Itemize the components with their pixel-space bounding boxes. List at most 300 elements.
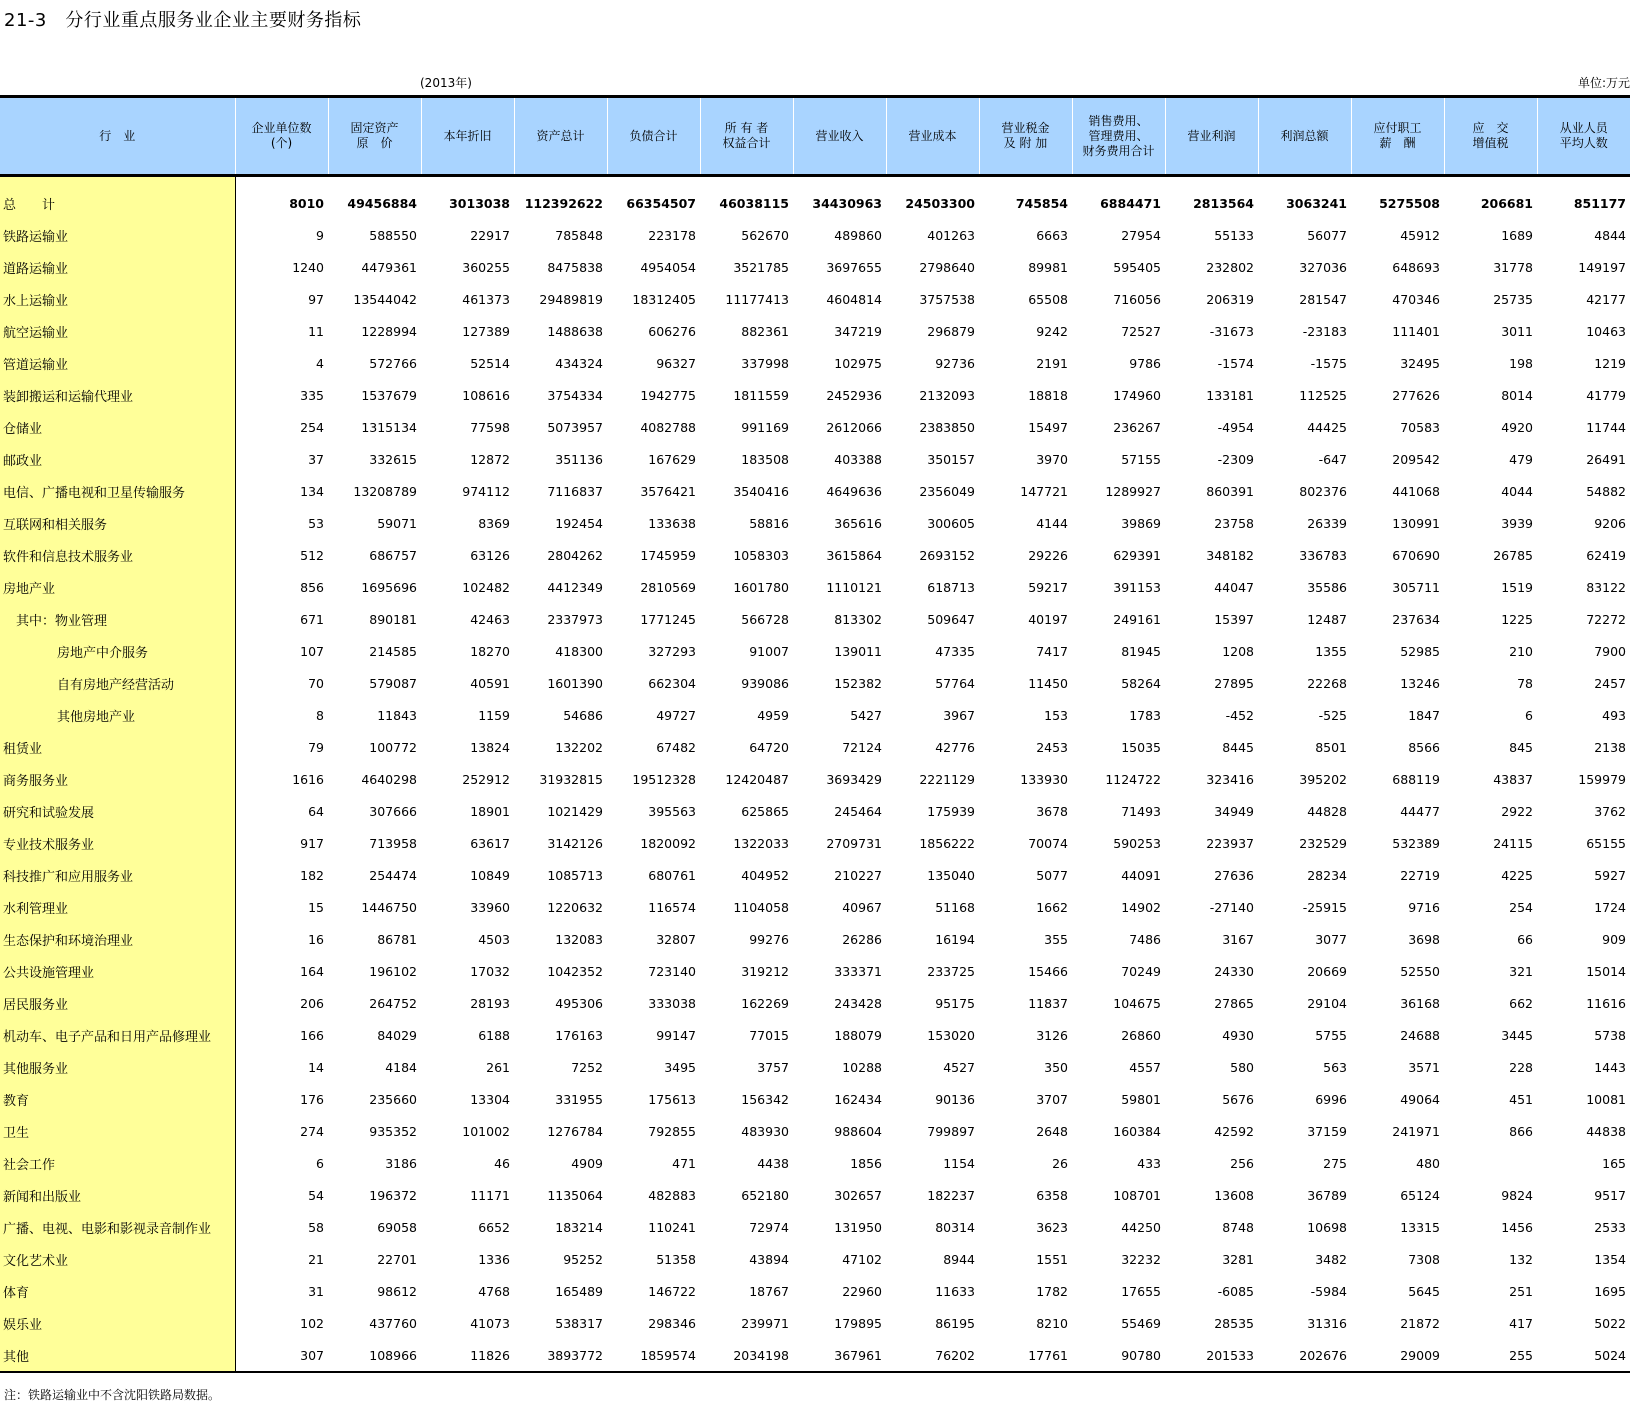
value-cell: 8748 <box>1222 1219 1254 1235</box>
value-cell: 1354 <box>1594 1251 1626 1267</box>
year-label: (2013年) <box>420 76 472 90</box>
value-cell: 46038115 <box>719 195 789 211</box>
value-cell: 40197 <box>1028 611 1068 627</box>
value-cell: 108966 <box>328 1339 421 1372</box>
value-cell: 8566 <box>1408 739 1440 755</box>
industry-name-cell: 互联网和相关服务 <box>0 507 235 539</box>
value-cell: 70249 <box>1121 963 1161 979</box>
value-cell: 13824 <box>470 739 510 755</box>
value-cell: 41779 <box>1586 387 1626 403</box>
industry-name-cell: 租赁业 <box>0 731 235 763</box>
header-col-3: 本年折旧 <box>421 97 514 176</box>
value-cell: 1519 <box>1501 579 1533 595</box>
value-cell: 182 <box>300 867 324 883</box>
value-cell: 11843 <box>377 707 417 723</box>
value-cell: 471 <box>672 1155 696 1171</box>
value-cell: 9 <box>316 227 324 243</box>
value-cell: 8 <box>316 707 324 723</box>
value-cell: 1601390 <box>547 675 603 691</box>
value-cell: 974112 <box>462 483 510 499</box>
value-cell: 480 <box>1416 1155 1440 1171</box>
value-cell: 2533 <box>1594 1219 1626 1235</box>
value-cell: 29489819 <box>539 291 603 307</box>
value-cell: 52550 <box>1400 963 1440 979</box>
value-cell: 5645 <box>1408 1283 1440 1299</box>
value-cell: 434324 <box>555 355 603 371</box>
value-cell: 90780 <box>1072 1339 1165 1372</box>
value-cell: 1859574 <box>607 1339 700 1372</box>
value-cell: 482883 <box>648 1187 696 1203</box>
value-cell: 15497 <box>1028 419 1068 435</box>
table-row <box>0 1179 1630 1211</box>
value-cell: 102 <box>300 1315 324 1331</box>
value-cell: 307666 <box>369 803 417 819</box>
value-cell: 7900 <box>1594 643 1626 659</box>
value-cell: 37 <box>308 451 324 467</box>
value-cell: 18312405 <box>632 291 696 307</box>
value-cell: 90136 <box>935 1091 975 1107</box>
value-cell: 10849 <box>470 867 510 883</box>
value-cell: 59801 <box>1121 1091 1161 1107</box>
value-cell: 2337973 <box>547 611 603 627</box>
value-cell: 4044 <box>1501 483 1533 499</box>
value-cell: 1446750 <box>361 899 417 915</box>
value-cell: 17655 <box>1121 1283 1161 1299</box>
value-cell: 156342 <box>741 1091 789 1107</box>
value-cell: 566728 <box>741 611 789 627</box>
industry-name-cell: 生态保护和环境治理业 <box>0 923 235 955</box>
value-cell: 12420487 <box>725 771 789 787</box>
value-cell: 134 <box>300 483 324 499</box>
financial-indicators-table <box>0 95 1630 1373</box>
value-cell: 261 <box>486 1059 510 1075</box>
value-cell: 4 <box>316 355 324 371</box>
table-row <box>0 283 1630 315</box>
value-cell: 8014 <box>1501 387 1533 403</box>
value-cell: 792855 <box>648 1123 696 1139</box>
value-cell: 33960 <box>470 899 510 915</box>
value-cell: 77015 <box>749 1027 789 1043</box>
value-cell: 15035 <box>1121 739 1161 755</box>
value-cell: 4649636 <box>826 483 882 499</box>
value-cell: 16 <box>308 931 324 947</box>
value-cell: 935352 <box>369 1123 417 1139</box>
industry-name-cell: 总 计 <box>0 187 235 219</box>
value-cell: 135040 <box>927 867 975 883</box>
header-col-9: 营业税金 及 附 加 <box>979 97 1072 176</box>
value-cell: 9824 <box>1501 1187 1533 1203</box>
value-cell: 2813564 <box>1193 195 1254 211</box>
industry-name-cell: 娱乐业 <box>0 1307 235 1339</box>
value-cell: 3967 <box>943 707 975 723</box>
value-cell: 5755 <box>1315 1027 1347 1043</box>
value-cell: 1135064 <box>547 1187 603 1203</box>
value-cell: 15397 <box>1214 611 1254 627</box>
industry-name-cell: 新闻和出版业 <box>0 1179 235 1211</box>
value-cell: 176 <box>300 1091 324 1107</box>
value-cell: 202676 <box>1258 1339 1351 1372</box>
value-cell: 24688 <box>1400 1027 1440 1043</box>
unit-label: 单位:万元 <box>1577 76 1630 90</box>
value-cell: 192454 <box>555 515 603 531</box>
value-cell: 335 <box>300 387 324 403</box>
industry-name-cell: 道路运输业 <box>0 251 235 283</box>
value-cell: -1575 <box>1310 355 1347 371</box>
value-cell: 274 <box>300 1123 324 1139</box>
value-cell: 866 <box>1509 1123 1533 1139</box>
value-cell: 8944 <box>943 1251 975 1267</box>
value-cell: 563 <box>1323 1059 1347 1075</box>
value-cell: 2810569 <box>640 579 696 595</box>
value-cell: 9242 <box>1036 323 1068 339</box>
value-cell: 24503300 <box>905 195 975 211</box>
value-cell: 58816 <box>749 515 789 531</box>
value-cell: 27636 <box>1214 867 1254 883</box>
value-cell: 1154 <box>943 1155 975 1171</box>
value-cell: 1771245 <box>640 611 696 627</box>
value-cell: 18767 <box>749 1283 789 1299</box>
value-cell: 618713 <box>927 579 975 595</box>
value-cell: 4479361 <box>361 259 417 275</box>
value-cell: 127389 <box>462 323 510 339</box>
value-cell: 1443 <box>1594 1059 1626 1075</box>
value-cell: 1058303 <box>733 547 789 563</box>
value-cell: 22960 <box>842 1283 882 1299</box>
value-cell: 1811559 <box>733 387 789 403</box>
value-cell: 799897 <box>927 1123 975 1139</box>
value-cell: 183214 <box>555 1219 603 1235</box>
value-cell: 451 <box>1509 1091 1533 1107</box>
value-cell: 391153 <box>1113 579 1161 595</box>
value-cell: 18270 <box>470 643 510 659</box>
value-cell: 133930 <box>1020 771 1068 787</box>
value-cell: 42463 <box>470 611 510 627</box>
value-cell: 991169 <box>741 419 789 435</box>
value-cell: 3697655 <box>826 259 882 275</box>
table-row <box>0 1339 1630 1372</box>
table-row <box>0 475 1630 507</box>
value-cell: 165 <box>1602 1155 1626 1171</box>
value-cell: 350157 <box>927 451 975 467</box>
value-cell: 96327 <box>656 355 696 371</box>
value-cell: 131950 <box>834 1219 882 1235</box>
value-cell: 417 <box>1509 1315 1533 1331</box>
value-cell: 130991 <box>1392 515 1440 531</box>
value-cell: 53 <box>308 515 324 531</box>
value-cell: 13544042 <box>353 291 417 307</box>
value-cell: 15466 <box>1028 963 1068 979</box>
value-cell: 337998 <box>741 355 789 371</box>
value-cell: 6884471 <box>1100 195 1161 211</box>
value-cell: 100772 <box>369 739 417 755</box>
value-cell: 28535 <box>1214 1315 1254 1331</box>
value-cell: 21 <box>308 1251 324 1267</box>
value-cell: -6085 <box>1217 1283 1254 1299</box>
value-cell: 245464 <box>834 803 882 819</box>
value-cell: 395202 <box>1299 771 1347 787</box>
industry-name-cell: 水利管理业 <box>0 891 235 923</box>
value-cell: 3754334 <box>547 387 603 403</box>
value-cell: 206681 <box>1480 195 1533 211</box>
value-cell: 196372 <box>369 1187 417 1203</box>
value-cell: 254 <box>300 419 324 435</box>
value-cell: 59071 <box>377 515 417 531</box>
value-cell: 351136 <box>555 451 603 467</box>
value-cell: 102975 <box>834 355 882 371</box>
value-cell: 2798640 <box>919 259 975 275</box>
value-cell: 108701 <box>1113 1187 1161 1203</box>
value-cell: 14 <box>308 1059 324 1075</box>
value-cell: 49727 <box>656 707 696 723</box>
value-cell: 1488638 <box>547 323 603 339</box>
industry-name-cell: 机动车、电子产品和日用产品修理业 <box>0 1019 235 1051</box>
value-cell: 31 <box>308 1283 324 1299</box>
industry-name-cell: 广播、电视、电影和影视录音制作业 <box>0 1211 235 1243</box>
value-cell: 70074 <box>1028 835 1068 851</box>
value-cell: 1847 <box>1408 707 1440 723</box>
value-cell: 1085713 <box>547 867 603 883</box>
value-cell: 198 <box>1509 355 1533 371</box>
value-cell: 441068 <box>1392 483 1440 499</box>
value-cell: 49456884 <box>347 195 417 211</box>
value-cell: 323416 <box>1206 771 1254 787</box>
value-cell: 493 <box>1602 707 1626 723</box>
value-cell: 350 <box>1044 1059 1068 1075</box>
value-cell: 1322033 <box>733 835 789 851</box>
value-cell: 3495 <box>664 1059 696 1075</box>
value-cell: 51168 <box>935 899 975 915</box>
value-cell: 44477 <box>1400 803 1440 819</box>
value-cell: 4954054 <box>640 259 696 275</box>
value-cell: 174960 <box>1113 387 1161 403</box>
value-cell: 104675 <box>1113 995 1161 1011</box>
value-cell: 1456 <box>1501 1219 1533 1235</box>
value-cell: 8501 <box>1315 739 1347 755</box>
value-cell: 162434 <box>834 1091 882 1107</box>
value-cell: 939086 <box>741 675 789 691</box>
value-cell: 11744 <box>1586 419 1626 435</box>
value-cell: 56077 <box>1307 227 1347 243</box>
value-cell: 595405 <box>1113 259 1161 275</box>
value-cell: 47335 <box>935 643 975 659</box>
industry-name-cell: 其他 <box>0 1339 235 1372</box>
value-cell: 716056 <box>1113 291 1161 307</box>
value-cell: 1110121 <box>826 579 882 595</box>
value-cell: 175613 <box>648 1091 696 1107</box>
value-cell: 275 <box>1323 1155 1347 1171</box>
value-cell: 26785 <box>1493 547 1533 563</box>
value-cell: 78 <box>1517 675 1533 691</box>
value-cell: 6652 <box>478 1219 510 1235</box>
value-cell <box>1444 1147 1537 1179</box>
value-cell: 662304 <box>648 675 696 691</box>
industry-name-cell: 铁路运输业 <box>0 219 235 251</box>
value-cell: -1574 <box>1217 355 1254 371</box>
total-row <box>0 187 1630 219</box>
value-cell: 26286 <box>842 931 882 947</box>
value-cell: 3281 <box>1222 1251 1254 1267</box>
value-cell: 580 <box>1230 1059 1254 1075</box>
value-cell: 1336 <box>478 1251 510 1267</box>
value-cell: 159979 <box>1578 771 1626 787</box>
value-cell: 15 <box>308 899 324 915</box>
value-cell: 22719 <box>1400 867 1440 883</box>
value-cell: 112392622 <box>524 195 603 211</box>
value-cell: 24115 <box>1493 835 1533 851</box>
value-cell: 26491 <box>1586 451 1626 467</box>
value-cell: 319212 <box>741 963 789 979</box>
header-col-4: 资产总计 <box>514 97 607 176</box>
value-cell: 39869 <box>1121 515 1161 531</box>
value-cell: 403388 <box>834 451 882 467</box>
value-cell: 41073 <box>470 1315 510 1331</box>
value-cell: 1220632 <box>547 899 603 915</box>
value-cell: 321 <box>1509 963 1533 979</box>
value-cell: 6663 <box>1036 227 1068 243</box>
value-cell: 206 <box>300 995 324 1011</box>
header-col-5: 负债合计 <box>607 97 700 176</box>
value-cell: 210 <box>1509 643 1533 659</box>
value-cell: 34949 <box>1214 803 1254 819</box>
value-cell: 11450 <box>1028 675 1068 691</box>
industry-name-cell: 体育 <box>0 1275 235 1307</box>
value-cell: 149197 <box>1578 259 1626 275</box>
value-cell: 333371 <box>834 963 882 979</box>
header-industry: 行 业 <box>0 97 235 176</box>
industry-name-cell: 专业技术服务业 <box>0 827 235 859</box>
value-cell: 1240 <box>292 259 324 275</box>
value-cell: 433 <box>1137 1155 1161 1171</box>
value-cell: 47102 <box>842 1251 882 1267</box>
value-cell: 1315134 <box>361 419 417 435</box>
header-col-14: 应 交 增值税 <box>1444 97 1537 176</box>
value-cell: 22917 <box>470 227 510 243</box>
value-cell: 4412349 <box>547 579 603 595</box>
value-cell: 44250 <box>1121 1219 1161 1235</box>
value-cell: 917 <box>300 835 324 851</box>
value-cell: 1355 <box>1315 643 1347 659</box>
header-col-1: 企业单位数 (个) <box>235 97 328 176</box>
industry-name-cell: 仓储业 <box>0 411 235 443</box>
value-cell: 745854 <box>1015 195 1068 211</box>
value-cell: 58 <box>308 1219 324 1235</box>
value-cell: 28193 <box>470 995 510 1011</box>
table-row <box>0 1243 1630 1275</box>
value-cell: -452 <box>1225 707 1254 723</box>
value-cell: 4184 <box>385 1059 417 1075</box>
value-cell: 40591 <box>470 675 510 691</box>
value-cell: 12872 <box>470 451 510 467</box>
industry-name-cell: 公共设施管理业 <box>0 955 235 987</box>
value-cell: 58264 <box>1121 675 1161 691</box>
value-cell: 65124 <box>1400 1187 1440 1203</box>
value-cell: 1942775 <box>640 387 696 403</box>
value-cell: 22701 <box>377 1251 417 1267</box>
value-cell: 43837 <box>1493 771 1533 787</box>
table-row <box>0 1147 1630 1179</box>
value-cell: 3939 <box>1501 515 1533 531</box>
value-cell: 13315 <box>1400 1219 1440 1235</box>
value-cell: 35586 <box>1307 579 1347 595</box>
value-cell: 686757 <box>369 547 417 563</box>
value-cell: 4225 <box>1501 867 1533 883</box>
value-cell: 166 <box>300 1027 324 1043</box>
value-cell: 2132093 <box>919 387 975 403</box>
industry-name-cell: 航空运输业 <box>0 315 235 347</box>
value-cell: 890181 <box>369 611 417 627</box>
value-cell: 331955 <box>555 1091 603 1107</box>
value-cell: 802376 <box>1299 483 1347 499</box>
spacer-row <box>0 176 1630 188</box>
value-cell: -2309 <box>1217 451 1254 467</box>
value-cell: 2709731 <box>826 835 882 851</box>
value-cell: 3167 <box>1222 931 1254 947</box>
value-cell: 1159 <box>478 707 510 723</box>
value-cell: 8010 <box>289 195 324 211</box>
header-col-2: 固定资产 原 价 <box>328 97 421 176</box>
value-cell: 11616 <box>1586 995 1626 1011</box>
value-cell: 12487 <box>1307 611 1347 627</box>
value-cell: 133638 <box>648 515 696 531</box>
value-cell: 3576421 <box>640 483 696 499</box>
value-cell: 3482 <box>1315 1251 1347 1267</box>
value-cell: 27954 <box>1121 227 1161 243</box>
value-cell: 1537679 <box>361 387 417 403</box>
value-cell: 9206 <box>1594 515 1626 531</box>
header-col-10: 销售费用、 管理费用、 财务费用合计 <box>1072 97 1165 176</box>
value-cell: 32495 <box>1400 355 1440 371</box>
value-cell: 856 <box>300 579 324 595</box>
value-cell: 17032 <box>470 963 510 979</box>
table-row <box>0 347 1630 379</box>
value-cell: 44091 <box>1121 867 1161 883</box>
value-cell: 36168 <box>1400 995 1440 1011</box>
value-cell: 670690 <box>1392 547 1440 563</box>
table-row <box>0 251 1630 283</box>
value-cell: -647 <box>1318 451 1347 467</box>
value-cell: 2452936 <box>826 387 882 403</box>
value-cell: 509647 <box>927 611 975 627</box>
value-cell: 89981 <box>1028 259 1068 275</box>
table-row <box>0 315 1630 347</box>
value-cell: 23758 <box>1214 515 1254 531</box>
value-cell: 4640298 <box>361 771 417 787</box>
value-cell: 44047 <box>1214 579 1254 595</box>
value-cell: 79 <box>308 739 324 755</box>
value-cell: 26339 <box>1307 515 1347 531</box>
industry-name-cell: 电信、广播电视和卫星传输服务 <box>0 475 235 507</box>
value-cell: 108616 <box>462 387 510 403</box>
value-cell: 470346 <box>1392 291 1440 307</box>
value-cell: 671 <box>300 611 324 627</box>
value-cell: 1225 <box>1501 611 1533 627</box>
value-cell: 512 <box>300 547 324 563</box>
value-cell: 15014 <box>1586 963 1626 979</box>
value-cell: 183508 <box>741 451 789 467</box>
value-cell: 24330 <box>1214 963 1254 979</box>
value-cell: -25915 <box>1302 899 1347 915</box>
value-cell: 44425 <box>1307 419 1347 435</box>
value-cell: 83122 <box>1586 579 1626 595</box>
value-cell: 333038 <box>648 995 696 1011</box>
value-cell: 8475838 <box>547 259 603 275</box>
value-cell: 7486 <box>1129 931 1161 947</box>
table-row <box>0 219 1630 251</box>
value-cell: 29009 <box>1351 1339 1444 1372</box>
industry-name-cell: 其他服务业 <box>0 1051 235 1083</box>
value-cell: 44828 <box>1307 803 1347 819</box>
value-cell: 4930 <box>1222 1027 1254 1043</box>
